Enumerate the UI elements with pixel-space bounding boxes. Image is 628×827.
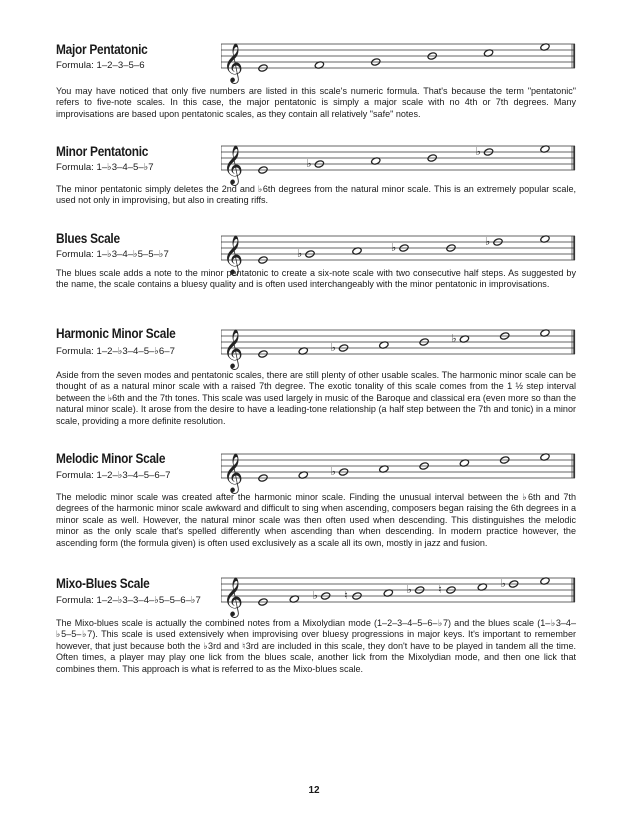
section-text: The Mixo-blues scale is actually the combined notes from a Mixolydian mode (1–2–3–4–5–6–♭7) and the blues scale (1–♭3–4–♭5–5–♭7). This scale is used extensively when improvising over bluesy progressions in major keys. It's important to remember however, that just because both the ♭3rd and ♮3rd are included in this scale, they don't have to be played in tandem all the time. Often times, a player may play one lick from the blues scale, another lick from the Mixolydian mode, and then one lick that combines them. This approach is what is referred to as the Mixo-blues scale.: [56, 618, 576, 674]
flat-icon: ♭: [330, 341, 336, 354]
staff-notation: [221, 570, 576, 618]
treble-clef-icon: 𝄞: [223, 329, 244, 369]
formula: Formula: 1–♭3–4–5–♭7: [56, 162, 154, 173]
formula: Formula: 1–2–3–5–6: [56, 60, 145, 71]
formula: Formula: 1–2–♭3–4–5–6–7: [56, 470, 171, 481]
section-mixo-blues: [56, 570, 576, 675]
treble-clef-icon: 𝄞: [223, 43, 244, 83]
section-title: Minor Pentatonic: [56, 144, 149, 159]
staff-notation: [221, 228, 576, 276]
flat-icon: ♭: [312, 589, 318, 602]
section-minor-pentatonic: [56, 138, 576, 207]
staff-notation: [221, 138, 576, 186]
flat-icon: ♭: [391, 241, 397, 254]
formula: Formula: 1–♭3–4–♭5–5–♭7: [56, 249, 169, 260]
treble-clef-icon: 𝄞: [223, 235, 244, 275]
section-title: Blues Scale: [56, 231, 120, 246]
section-title: Mixo-Blues Scale: [56, 576, 150, 591]
section-title: Harmonic Minor Scale: [56, 326, 176, 341]
section-melodic-minor: [56, 446, 576, 549]
staff-notation: [221, 36, 576, 84]
flat-icon: ♭: [451, 332, 457, 345]
formula: Formula: 1–2–♭3–3–4–♭5–5–6–♭7: [56, 595, 201, 606]
section-title: Melodic Minor Scale: [56, 451, 166, 466]
section-blues-scale: [56, 228, 576, 291]
formula: Formula: 1–2–♭3–4–5–♭6–7: [56, 346, 175, 357]
flat-icon: ♭: [500, 577, 506, 590]
section-text: The melodic minor scale was created after the harmonic minor scale. Finding the unusual interval between the ♭6th and 7th degrees of the harmonic minor scale awkward and difficult to sing when ascending, composers began raising the 6th degrees in a minor scale as well. However, the natural minor scale was then often used when descending. This distinguishes the melodic minor as the only scale that's spelled differently when ascending than when descending. In modern practice however, the ascending form (the formula given) is often used exclusively as a scale all its own, mostly in jazz and fusion.: [56, 492, 576, 548]
section-title: Major Pentatonic: [56, 42, 148, 57]
section-text: The blues scale adds a note to the minor pentatonic to create a six-note scale with two consecutive half steps. As suggested by the name, the scale contains a bluesy quality and is often used interchangeably with the minor pentatonic in improvisations.: [56, 268, 576, 290]
section-text: The minor pentatonic simply deletes the 2nd and ♭6th degrees from the natural minor scale. This is an extremely popular scale, used not only in improvising, but also in creating riffs.: [56, 184, 576, 206]
section-text: You may have noticed that only five numbers are listed in this scale's numeric formula. That's because the term "pentatonic" refers to five-note scales. In this case, the major pentatonic is simply a major scale with no 4th or 7th degrees. Many improvisations are based upon pentatonic scales, as they contain all relatively "safe" notes.: [56, 86, 576, 119]
treble-clef-icon: 𝄞: [223, 577, 244, 617]
staff-notation: [221, 446, 576, 494]
flat-icon: ♭: [475, 145, 481, 158]
section-text: Aside from the seven modes and pentatonic scales, there are still plenty of other usable scales. The harmonic minor scale can be thought of as a natural minor scale with a raised 7th degree. The exotic tonality of this scale comes from the 1 ½ step interval between the ♭6th and the 7th tones. This scale was used largely in music of the Baroque and classical era (even more so than the natural minor scale). It arose from the desire to have a leading-tone relationship (a half step between the 7th and tonic) in a minor scale, providing a more definite resolution.: [56, 370, 576, 426]
flat-icon: ♭: [297, 247, 303, 260]
natural-icon: ♮: [344, 589, 348, 602]
natural-icon: ♮: [438, 583, 442, 596]
section-major-pentatonic: [56, 36, 576, 120]
treble-clef-icon: 𝄞: [223, 453, 244, 493]
flat-icon: ♭: [306, 157, 312, 170]
page-number: 12: [308, 785, 320, 796]
flat-icon: ♭: [330, 465, 336, 478]
treble-clef-icon: 𝄞: [223, 145, 244, 185]
section-harmonic-minor: [56, 322, 576, 427]
flat-icon: ♭: [485, 235, 491, 248]
flat-icon: ♭: [406, 583, 412, 596]
staff-notation: [221, 322, 576, 370]
